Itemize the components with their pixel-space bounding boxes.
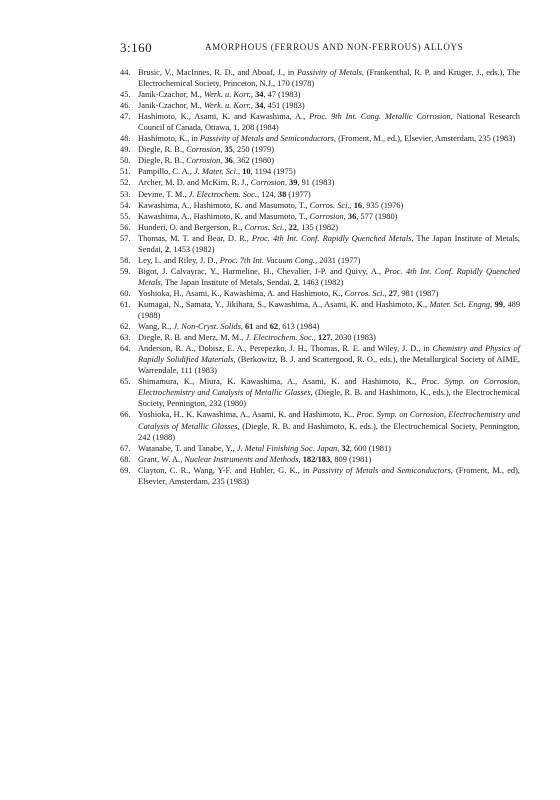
- reference-text-fragment: , 1453 (1982): [169, 244, 215, 254]
- reference-volume: 182/183: [302, 454, 331, 464]
- reference-number: 55.: [120, 211, 131, 221]
- reference-number: 66.: [120, 410, 131, 420]
- reference-text-fragment: Thomas, M. T. and Bear, D. R.,: [138, 233, 252, 243]
- reference-text-fragment: ,: [240, 322, 246, 332]
- reference-source-title: J. Electrochem. Soc.: [188, 189, 257, 199]
- reference-number: 56.: [120, 222, 131, 232]
- reference-text-fragment: Hashimoto, K., in: [138, 134, 200, 144]
- reference-source-title: Proc. 7th Int. Vacuum Cong.: [219, 255, 316, 265]
- reference-item: [120, 409, 520, 442]
- reference-number: 67.: [120, 443, 131, 453]
- reference-source-title: J. Metal Finishing Soc. Japan: [236, 443, 338, 453]
- reference-volume: 39: [289, 178, 298, 188]
- reference-item: [120, 376, 520, 409]
- reference-text: [138, 289, 438, 298]
- reference-volume: 2: [293, 277, 298, 287]
- reference-number: 58.: [120, 255, 131, 265]
- reference-text-fragment: Archer, M. D. and McKim, R. J.,: [138, 178, 251, 188]
- reference-number: 63.: [120, 333, 131, 343]
- reference-text-fragment: , 362 (1980): [232, 156, 275, 166]
- reference-text-fragment: ,: [250, 101, 256, 111]
- reference-text-fragment: Wang, R.,: [138, 322, 174, 332]
- reference-source-title: Mater. Sci. Engng: [429, 299, 491, 309]
- reference-item: [120, 155, 520, 166]
- reference-volume: 34: [255, 90, 264, 100]
- reference-number: 46.: [120, 101, 131, 111]
- reference-text-fragment: , 489 (1988): [138, 299, 521, 321]
- reference-number: 65.: [120, 377, 131, 387]
- reference-text: [138, 344, 520, 375]
- reference-text-fragment: and: [253, 322, 270, 332]
- reference-text: [138, 201, 403, 210]
- reference-text: [138, 134, 515, 143]
- reference-source-title: Proc. 4th Int. Conf. Rapidly Quenched Metals: [138, 266, 520, 287]
- reference-text-fragment: Watanabe, T. and Tanabe, Y.,: [138, 443, 237, 453]
- reference-text-fragment: Janik-Czachor, M.,: [138, 101, 204, 111]
- reference-text: [138, 101, 305, 110]
- reference-volume: 36: [347, 211, 357, 221]
- reference-number: 50.: [120, 156, 131, 166]
- reference-volume: 32: [341, 443, 350, 453]
- reference-number: 48.: [120, 134, 131, 144]
- reference-text: [138, 212, 397, 221]
- reference-source-title: J. Non-Cryst. Solids: [173, 322, 241, 332]
- reference-text-fragment: , 809 (1981): [330, 454, 372, 464]
- reference-text-fragment: , 2030 (1983): [330, 333, 376, 343]
- reference-text-fragment: Diegle, R. B.,: [138, 156, 187, 166]
- reference-text-fragment: , 935 (1976): [362, 200, 404, 210]
- reference-number: 53.: [120, 189, 131, 199]
- reference-text: [138, 234, 520, 254]
- reference-item: [120, 321, 520, 332]
- reference-source-title: Nuclear Instruments and Methods: [184, 454, 299, 464]
- reference-text-fragment: , (Diegle, R. B. and Hashimoto, K., eds.), the Electrochemical Society, Pennington, 232 (1980): [138, 388, 520, 409]
- reference-volume: 62: [269, 322, 279, 332]
- reference-item: [120, 299, 520, 321]
- reference-text-fragment: Kumagai, N., Samata, Y., Jikihara, S., Kawashima, A., Asami, K. and Hashimoto, K.,: [138, 299, 430, 309]
- reference-volume: 127: [317, 333, 331, 343]
- reference-text-fragment: (1977): [286, 189, 311, 199]
- reference-number: 60.: [120, 288, 131, 298]
- reference-number: 64.: [120, 344, 131, 354]
- reference-source-title: Proc. Symp. on Corrosion, Electrochemistry and Catalysis of Metallic Glasses: [138, 410, 521, 431]
- reference-text-fragment: Ley, L. and Riley, J. D.,: [138, 255, 220, 265]
- reference-source-title: Corros. Sci.: [244, 222, 285, 232]
- reference-text-fragment: , 124,: [256, 189, 278, 199]
- reference-item: [120, 255, 520, 266]
- reference-text-fragment: ,: [313, 333, 318, 343]
- reference-source-title: J. Mater. Sci.: [194, 167, 239, 177]
- reference-text: [138, 455, 371, 464]
- reference-text-fragment: , 613 (1984): [278, 322, 320, 332]
- reference-volume: 22: [288, 222, 297, 232]
- reference-source-title: Corrosion: [309, 211, 344, 221]
- reference-number: 44.: [120, 68, 131, 77]
- reference-item: [120, 67, 520, 89]
- reference-item: [120, 111, 520, 133]
- reference-number: 47.: [120, 112, 131, 122]
- reference-text-fragment: ,: [343, 211, 348, 221]
- reference-text-fragment: Clayton, C. R., Wang, Y-F. and Hubler, G. K., in: [138, 465, 313, 475]
- reference-number: 51.: [120, 167, 131, 177]
- reference-text-fragment: , 2031 (1977): [315, 255, 361, 265]
- reference-text: [138, 256, 360, 265]
- reference-text-fragment: Kawashima, A., Hashimoto, K. and Masumoto, T.,: [138, 211, 310, 221]
- reference-source-title: Proc. Symp. on Corrosion, Electrochemistry and Catalysis of Metallic Glasses: [138, 377, 520, 398]
- running-header: [120, 40, 520, 58]
- reference-text: [138, 190, 311, 199]
- reference-item: [120, 266, 520, 288]
- reference-volume: 36: [224, 156, 233, 166]
- reference-item: [120, 89, 520, 100]
- reference-text-fragment: Shimamura, K., Miura, K. Kawashima, A., Asami, K. and Hashimoto, K.,: [138, 377, 422, 387]
- reference-number: 59.: [120, 266, 131, 276]
- reference-number: 57.: [120, 233, 131, 243]
- reference-text: [138, 410, 520, 441]
- reference-item: [120, 189, 520, 200]
- reference-source-title: Passivity of Metals: [296, 68, 362, 77]
- reference-number: 69.: [120, 465, 131, 475]
- reference-text-fragment: , (Froment, M., ed.), Elsevier, Amsterdam, 235 (1983): [333, 134, 516, 144]
- reference-volume: 38: [277, 189, 287, 199]
- reference-text-fragment: ,: [220, 156, 225, 166]
- reference-text-fragment: , 1463 (1982): [297, 277, 344, 287]
- reference-list: [120, 67, 520, 487]
- reference-text: [138, 466, 520, 486]
- reference-number: 49.: [120, 145, 131, 155]
- reference-source-title: Corros. Sci.: [344, 288, 385, 298]
- reference-number: 54.: [120, 200, 131, 210]
- reference-text-fragment: , 1194 (1975): [250, 167, 296, 177]
- reference-item: [120, 222, 520, 233]
- reference-text-fragment: Diegle, R. B. and Merz, M. M.,: [138, 333, 246, 343]
- reference-text: [138, 267, 520, 287]
- reference-text-fragment: Devine, T. M.,: [138, 189, 189, 199]
- reference-text: [138, 167, 296, 176]
- reference-text: [138, 333, 376, 342]
- reference-text-fragment: Hunderi, O. and Bergerson, R.,: [138, 222, 245, 232]
- page-number: 3:160: [120, 40, 153, 55]
- reference-source-title: J. Electrochem. Soc.: [245, 333, 314, 343]
- reference-item: [120, 454, 520, 465]
- reference-text-fragment: Hashimoto, K., Asami, K. and Kawashima, A.,: [138, 112, 310, 122]
- reference-text-fragment: ,: [284, 222, 289, 232]
- reference-source-title: Werk. u. Korr.: [203, 90, 251, 100]
- reference-item: [120, 233, 520, 255]
- reference-text-fragment: Grant, W. A.,: [138, 454, 185, 464]
- reference-volume: 10: [242, 167, 251, 177]
- reference-volume: 34: [255, 101, 264, 111]
- reference-text-fragment: Anderson, R. A., Dobisz, E. A., Perepezko, J. H., Thomas, R. E. and Wiley, J. D., in: [138, 344, 433, 354]
- reference-item: [120, 166, 520, 177]
- reference-item: [120, 200, 520, 211]
- reference-volume: 35: [224, 145, 233, 155]
- reference-text: [138, 68, 520, 88]
- reference-text: [138, 145, 274, 154]
- reference-source-title: Chemistry and Physics of Rapidly Solidified Materials: [138, 344, 520, 365]
- reference-number: 61.: [120, 299, 131, 309]
- reference-item: [120, 332, 520, 343]
- reference-source-title: Corrosion: [186, 156, 221, 166]
- reference-text-fragment: , 451 (1983): [263, 101, 305, 111]
- reference-text-fragment: Brusic, V., MacInnes, R. D., and Aboaf, J., in: [138, 68, 297, 77]
- reference-volume: 27: [388, 288, 398, 298]
- reference-text-fragment: ,: [349, 200, 354, 210]
- reference-text: [138, 444, 391, 453]
- reference-text: [138, 300, 520, 320]
- reference-source-title: Passivity of Metals and Semiconductors: [312, 465, 451, 475]
- reference-text-fragment: ,: [384, 288, 389, 298]
- reference-text-fragment: , 47 (1983): [263, 90, 301, 100]
- reference-text-fragment: , National Research Council of Canada, Ottawa, 1, 208 (1984): [138, 112, 520, 133]
- reference-text-fragment: ,: [337, 443, 342, 453]
- reference-source-title: Corros. Sci.: [309, 200, 350, 210]
- reference-source-title: Proc. 9th Int. Cong. Metallic Corrosion: [309, 112, 451, 122]
- reference-item: [120, 443, 520, 454]
- reference-source-title: Proc. 4th Int. Conf. Rapidly Quenched Metals: [251, 233, 412, 243]
- reference-text: [138, 178, 334, 187]
- reference-number: 62.: [120, 322, 131, 332]
- reference-text-fragment: , 250 (1979): [232, 145, 275, 155]
- reference-text-fragment: Yoshioka, H., Asami, K., Kawashima, A. and Hashimoto, K.,: [138, 288, 345, 298]
- reference-number: 45.: [120, 90, 131, 100]
- reference-text: [138, 112, 520, 132]
- reference-text-fragment: Yoshioka, H., K. Kawashima, A., Asami, K. and Hashimoto, K.,: [138, 410, 357, 420]
- reference-text-fragment: , (Berkowitz, B. J. and Scattergood, R. O., eds.), the Metallurgical Society of AIME, Warrendale, 111 (1983): [138, 355, 520, 376]
- reference-source-title: Werk. u. Korr.: [203, 101, 251, 111]
- reference-text: [138, 377, 520, 408]
- reference-source-title: Corrosion: [186, 145, 221, 155]
- reference-text-fragment: ,: [250, 90, 256, 100]
- reference-text-fragment: ,: [238, 167, 243, 177]
- reference-text-fragment: Diegle, R. B.,: [138, 145, 187, 155]
- reference-item: [120, 465, 520, 487]
- reference-text-fragment: ,: [284, 178, 290, 188]
- reference-text-fragment: , 600 (1981): [349, 443, 391, 453]
- reference-text-fragment: , 91 (1983): [297, 178, 335, 188]
- reference-text-fragment: , The Japan Institute of Metals, Sendai,: [160, 277, 294, 287]
- reference-item: [120, 100, 520, 111]
- reference-text-fragment: , 577 (1980): [356, 211, 398, 221]
- reference-text: [138, 156, 274, 165]
- reference-volume: 99: [494, 299, 503, 309]
- reference-number: 68.: [120, 454, 131, 464]
- reference-item: [120, 133, 520, 144]
- reference-text-fragment: , The Japan Institute of Metals, Sendai,: [138, 233, 520, 254]
- reference-item: [120, 288, 520, 299]
- reference-text-fragment: , 981 (1987): [397, 288, 439, 298]
- reference-text-fragment: ,: [490, 299, 495, 309]
- reference-item: [120, 211, 520, 222]
- reference-item: [120, 343, 520, 376]
- running-title: AMORPHOUS (FERROUS AND NON-FERROUS) ALLOYS: [205, 42, 464, 52]
- reference-source-title: Passivity of Metals and Semiconductors: [199, 134, 334, 144]
- reference-text: [138, 223, 338, 232]
- reference-text-fragment: , (Frankenthal, R. P. and Kruger, J., eds.), The Electrochemical Society, Princeton, N.J., 170 (1978): [138, 68, 520, 89]
- reference-text-fragment: , (Diegle, R. B. and Hashimoto, K, eds.), the Electrochemical Society, Pennington, 242 (1988): [138, 421, 521, 442]
- reference-volume: 2: [164, 244, 170, 254]
- reference-text-fragment: , (Froment, M., ed), Elsevier, Amsterdam, 235 (1983): [138, 465, 521, 486]
- reference-text-fragment: Pampillo, C. A.,: [138, 167, 195, 177]
- reference-text-fragment: Janik-Czachor, M.,: [138, 90, 204, 100]
- reference-text: [138, 90, 300, 99]
- reference-text-fragment: Kawashima, A., Hashimoto, K. and Masumoto, T.,: [138, 200, 310, 210]
- reference-text-fragment: ,: [298, 454, 303, 464]
- reference-volume: 61: [245, 322, 254, 332]
- reference-item: [120, 177, 520, 188]
- reference-item: [120, 144, 520, 155]
- reference-volume: 16: [353, 200, 363, 210]
- reference-number: 52.: [120, 178, 131, 188]
- reference-text-fragment: Bigot, J. Calvayrac, Y., Harmeline, H., Chevalier, J-P. and Quivy, A.,: [138, 266, 385, 276]
- reference-text-fragment: , 135 (1982): [296, 222, 339, 232]
- reference-text: [138, 322, 319, 331]
- reference-source-title: Corrosion: [250, 178, 285, 188]
- reference-text-fragment: ,: [220, 145, 225, 155]
